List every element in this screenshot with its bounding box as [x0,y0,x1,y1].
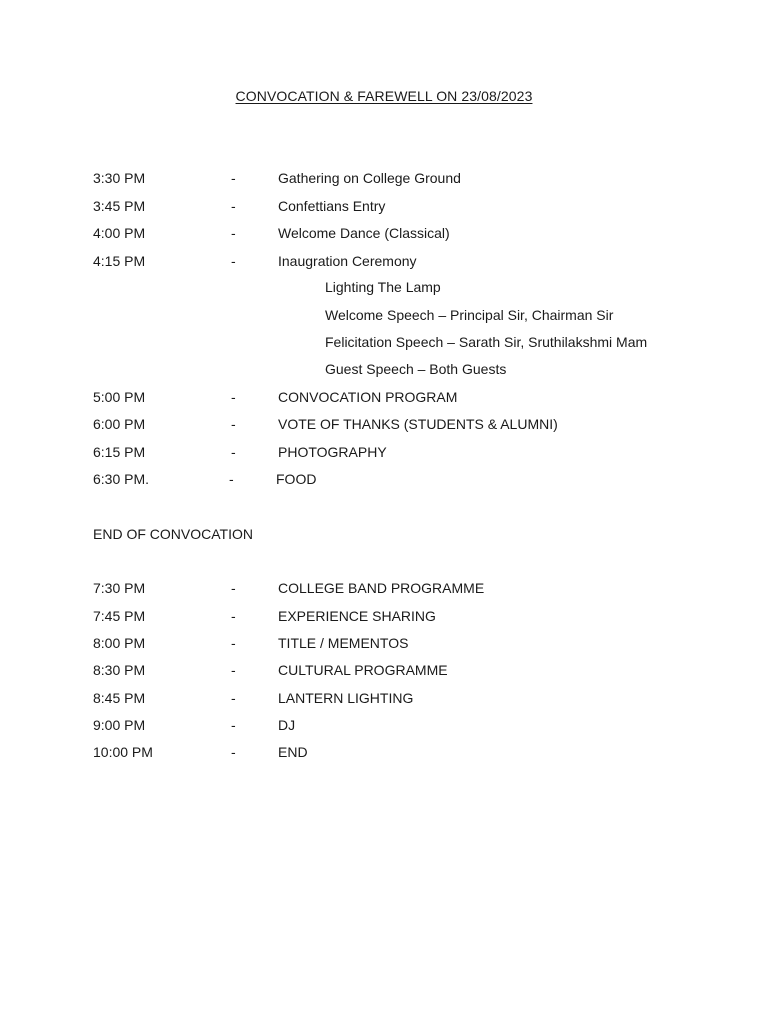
schedule-time: 6:00 PM [93,416,146,432]
schedule-separator: - [231,635,236,651]
schedule-time: 3:30 PM [93,170,146,186]
schedule-row [0,660,768,680]
schedule-row [0,469,768,489]
schedule-event: LANTERN LIGHTING [278,690,414,706]
schedule-time: 6:15 PM [93,444,146,460]
schedule-separator: - [231,580,236,596]
schedule-separator: - [231,225,236,241]
schedule-row [0,742,768,762]
schedule-separator: - [231,744,236,760]
schedule-separator: - [231,198,236,214]
schedule-time: 4:15 PM [93,253,146,269]
schedule-row [0,196,768,216]
schedule-event: Gathering on College Ground [278,170,461,186]
schedule-row [0,715,768,735]
schedule-event: Inaugration Ceremony [278,253,417,269]
schedule-row [0,578,768,598]
schedule-time: 8:30 PM [93,662,146,678]
schedule-event: EXPERIENCE SHARING [278,608,436,624]
end-of-convocation-note: END OF CONVOCATION [93,526,253,542]
schedule-row [0,387,768,407]
schedule-row [0,414,768,434]
schedule-event: Confettians Entry [278,198,386,214]
schedule-separator: - [231,253,236,269]
schedule-row [0,442,768,462]
schedule-row [0,223,768,243]
schedule-separator: - [231,416,236,432]
schedule-event: CONVOCATION PROGRAM [278,389,458,405]
schedule-time: 8:45 PM [93,690,146,706]
schedule-time: 3:45 PM [93,198,146,214]
schedule-time: 5:00 PM [93,389,146,405]
schedule-time: 9:00 PM [93,717,146,733]
schedule-separator: - [229,471,234,487]
schedule-event: END [278,744,308,760]
schedule-row [0,606,768,626]
document-title: CONVOCATION & FAREWELL ON 23/08/2023 [235,88,533,104]
ceremony-item: Welcome Speech – Principal Sir, Chairman Sir [325,307,614,323]
schedule-time: 10:00 PM [93,744,153,760]
schedule-separator: - [231,389,236,405]
schedule-time: 6:30 PM. [93,471,150,487]
schedule-event: VOTE OF THANKS (STUDENTS & ALUMNI) [278,416,558,432]
schedule-separator: - [231,717,236,733]
schedule-event: Welcome Dance (Classical) [278,225,450,241]
schedule-time: 7:30 PM [93,580,146,596]
schedule-time: 8:00 PM [93,635,146,651]
schedule-separator: - [231,662,236,678]
schedule-time: 7:45 PM [93,608,146,624]
schedule-separator: - [231,690,236,706]
schedule-separator: - [231,608,236,624]
ceremony-item: Guest Speech – Both Guests [325,361,507,377]
schedule-separator: - [231,444,236,460]
ceremony-item: Lighting The Lamp [325,279,441,295]
schedule-separator: - [231,170,236,186]
schedule-event: TITLE / MEMENTOS [278,635,409,651]
ceremony-item: Felicitation Speech – Sarath Sir, Sruthilakshmi Mam [325,334,648,350]
schedule-event: COLLEGE BAND PROGRAMME [278,580,485,596]
schedule-row [0,251,768,271]
schedule-event: DJ [278,717,296,733]
schedule-event: FOOD [276,471,317,487]
schedule-time: 4:00 PM [93,225,146,241]
schedule-row [0,633,768,653]
schedule-event: PHOTOGRAPHY [278,444,387,460]
schedule-row [0,168,768,188]
schedule-row [0,688,768,708]
schedule-event: CULTURAL PROGRAMME [278,662,448,678]
